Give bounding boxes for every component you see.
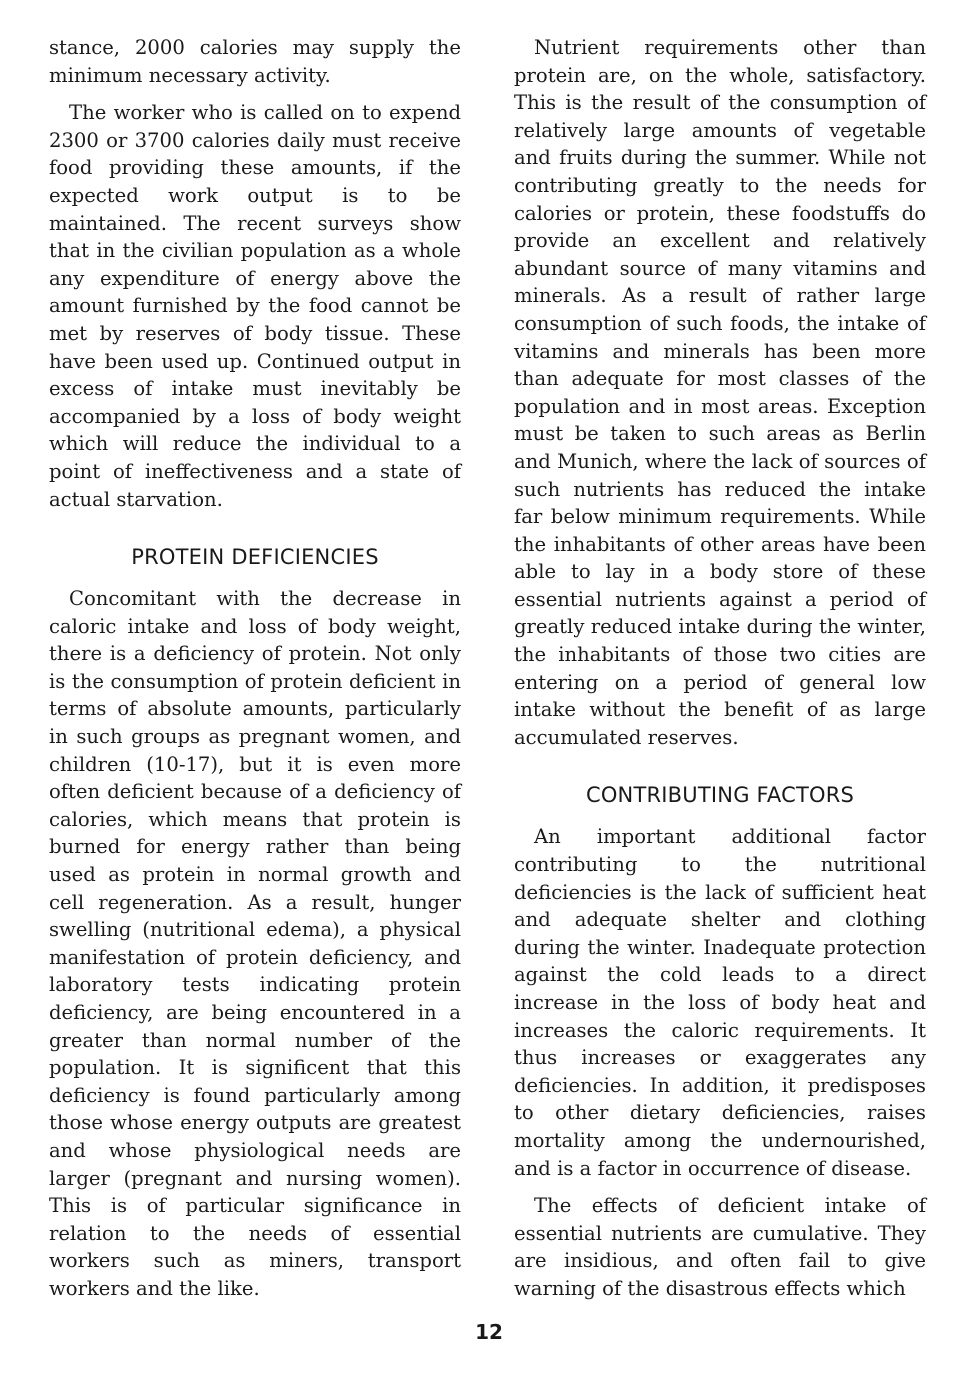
heading-contributing-factors: CONTRIBUTING FACTORS xyxy=(585,783,855,808)
paragraph-nutrient-requirements: Nutrient requirements other than protein are, on the whole, satisfactory. This is the result of the consumption of relatively large amounts of vegetable and fruits during the summer. While not contributing greatly to the needs for calories or protein, these foodstuffs do provide an excellent and relatively abundant source of many vitamins and minerals. As a result of rather large consumption of such foods, the intake of vitamins and minerals has been more than adequate for most classes of the population and in most areas. Exception must be taken to such areas as Berlin and Munich, where the lack of sources of such nutrients has reduced the intake far below minimum requirements. While the inhabitants of other areas have been able to lay in a body store of these essential nutrients against a period of greatly reduced intake during the winter, the inhabitants of those two cities are entering on a period of general low intake without the benefit of as large accumulated reserves. xyxy=(514,36,926,749)
paragraph-continuation: stance, 2000 calories may supply the minimum necessary activity. xyxy=(49,36,461,87)
left-column xyxy=(49,34,461,1313)
paragraph-cumulative-effects: The effects of deficient intake of essential nutrients are cumulative. They are insidious, and often fail to give warning of the disastrous effects which xyxy=(514,1194,926,1300)
heading-protein-deficiencies: PROTEIN DEFICIENCIES xyxy=(131,545,379,570)
right-column xyxy=(514,34,926,1313)
paragraph-worker-calories: The worker who is called on to expend 2300 or 3700 calories daily must receive food providing these amounts, if the expected work output is to be maintained. The recent surveys show that in the civilian population as a whole any expenditure of energy above the amount furnished by the food cannot be met by reserves of body tissue. These have been used up. Continued output in excess of intake must inevitably be accompanied by a loss of body weight which will reduce the individual to a point of ineffectiveness and a state of actual starvation. xyxy=(49,101,461,511)
paragraph-protein: Concomitant with the decrease in caloric intake and loss of body weight, there is a deficiency of protein. Not only is the consumption of protein deficient in terms of absolute amounts, particularly in such groups as pregnant women, and children (10-17), but it is even more often deficient because of a deficiency of calories, which means that protein is burned for energy rather than being used as protein in normal growth and cell regeneration. As a result, hunger swelling (nutritional edema), a physical manifestation of protein deficiency, and laboratory tests indicating protein deficiency, are being encountered in a greater than normal number of the population. It is significent that this deficiency is found particularly among those whose energy outputs are greatest and whose physiological needs are larger (pregnant and nursing women). This is of particular significance in relation to the needs of essential workers such as miners, transport workers and the like. xyxy=(49,587,461,1300)
paragraph-heat-shelter: An important additional factor contributing to the nutritional deficiencies is the lack of sufficient heat and adequate shelter and clothing during the winter. Inadequate protection against the cold leads to a direct increase in the loss of body heat and increases the caloric requirements. It thus increases or exaggerates any deficiencies. In addition, it predisposes to other dietary deficiencies, raises mortality among the undernourished, and is a factor in occurrence of disease. xyxy=(514,825,926,1180)
page-number: 12 xyxy=(475,1320,503,1344)
